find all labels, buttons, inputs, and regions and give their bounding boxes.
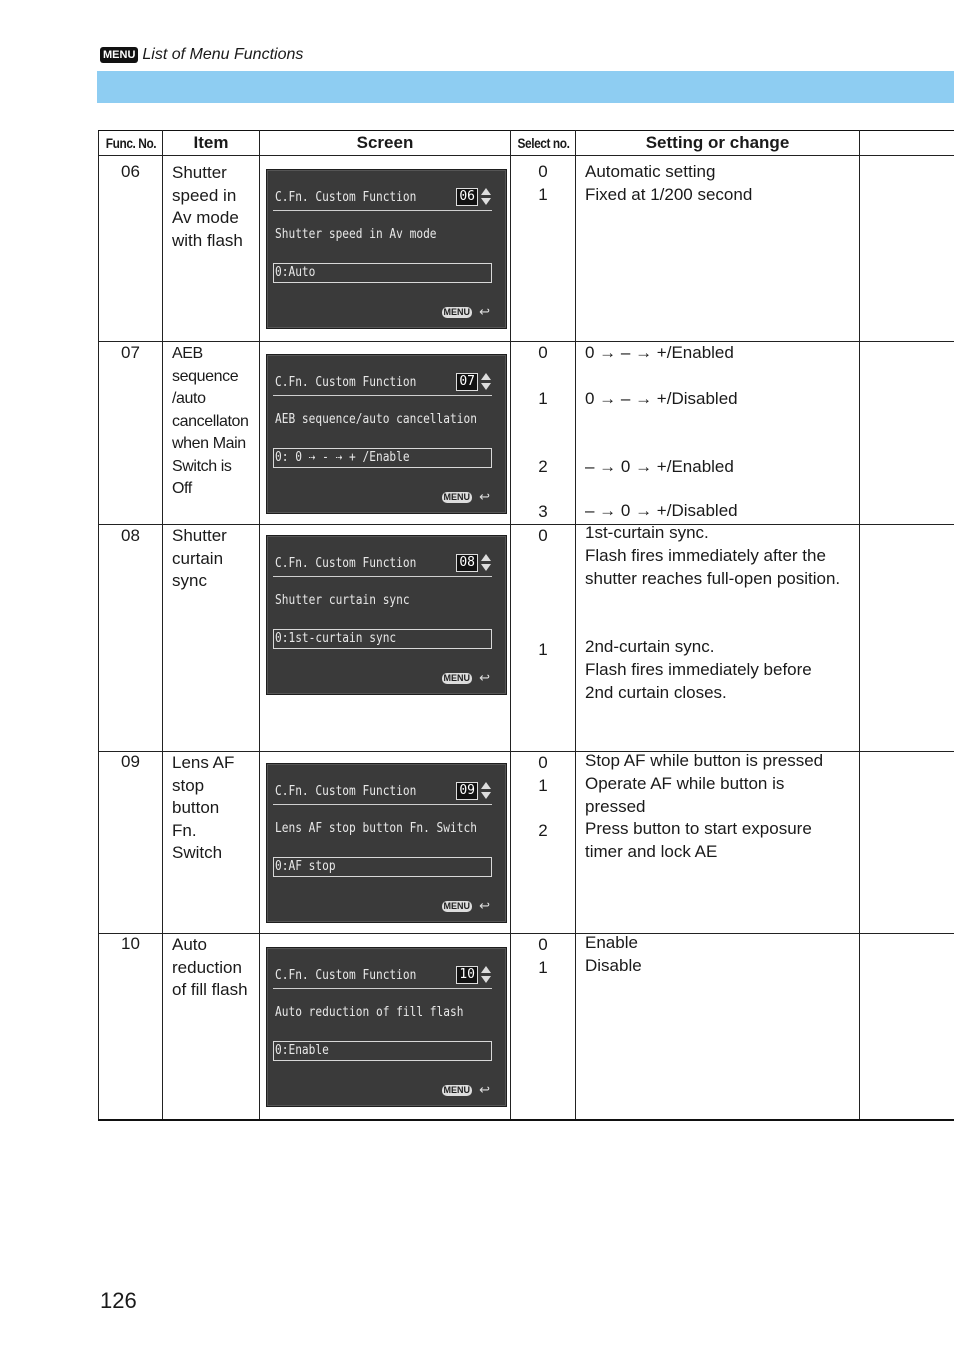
setting-text: 2nd curtain closes.: [585, 683, 727, 702]
lcd-divider: [273, 576, 492, 577]
screen-cell: [260, 752, 511, 934]
lcd-value-box: [273, 1041, 492, 1061]
lcd-divider: [273, 988, 492, 989]
select-cell: [511, 342, 576, 525]
lcd-screen: [266, 169, 507, 329]
setting-cell: [576, 342, 860, 525]
func-no: 06: [99, 156, 163, 342]
setting-text: Automatic setting: [585, 162, 716, 181]
setting-text: shutter reaches full-open position.: [585, 569, 841, 588]
return-icon: ↩: [479, 305, 490, 320]
lcd-description: AEB sequence/auto cancellation: [275, 412, 477, 427]
item-line: Fn.: [172, 820, 197, 840]
select-no: 3: [538, 502, 548, 521]
lcd-divider: [273, 804, 492, 805]
header-band: [97, 71, 954, 103]
select-no: 1: [538, 389, 548, 408]
lcd-title: C.Fn. Custom Function: [275, 190, 417, 205]
blank-cell: [860, 525, 954, 752]
select-cell: [511, 156, 576, 342]
item-name: [163, 934, 260, 1120]
item-name: [163, 342, 260, 525]
lcd-title: C.Fn. Custom Function: [275, 784, 417, 799]
lcd-description: Shutter speed in Av mode: [275, 227, 437, 242]
setting-text: Stop AF while button is pressed: [585, 751, 824, 770]
lcd-description: Shutter curtain sync: [275, 593, 410, 608]
lcd-function-number: 10: [456, 966, 478, 984]
item-line: Shutter: [172, 163, 227, 182]
lcd-divider: [273, 395, 492, 396]
select-no: 1: [538, 185, 548, 204]
item-line: button: [172, 798, 220, 817]
lcd-menu-icon: MENU: [443, 1085, 470, 1095]
select-no: 0: [538, 526, 548, 545]
lcd-menu-icon: MENU: [443, 492, 470, 502]
return-icon: ↩: [479, 899, 490, 914]
return-icon: ↩: [479, 671, 490, 686]
table-row: [99, 752, 954, 934]
select-no: 2: [538, 821, 548, 840]
lcd-function-number: 09: [456, 782, 478, 800]
lcd-divider: [273, 210, 492, 211]
item-line: Switch is: [172, 457, 232, 475]
return-icon: ↩: [479, 1083, 490, 1098]
lcd-description: Auto reduction of fill flash: [275, 1005, 464, 1020]
func-no: 10: [99, 934, 163, 1120]
col-select-no: Select no.: [515, 131, 570, 156]
setting-text: pressed: [585, 797, 646, 816]
setting-text: 2nd-curtain sync.: [585, 637, 715, 656]
select-cell: [511, 752, 576, 934]
table-row: [99, 156, 954, 342]
item-name: [163, 156, 260, 342]
lcd-value: 0:Enable: [275, 1043, 329, 1058]
item-line: cancellaton: [172, 412, 249, 430]
item-line: sequence: [172, 367, 239, 385]
return-icon: ↩: [479, 490, 490, 505]
lcd-title: C.Fn. Custom Function: [275, 968, 417, 983]
table-header-row: [99, 131, 954, 156]
up-down-arrows-icon: [480, 781, 492, 801]
lcd-title: C.Fn. Custom Function: [275, 375, 417, 390]
setting-text: Enable: [585, 933, 638, 952]
col-func-no: Func. No.: [103, 131, 157, 156]
select-no: 0: [538, 343, 548, 362]
setting-text: Fixed at 1/200 second: [585, 185, 753, 204]
lcd-value: 0:AF stop: [275, 859, 336, 874]
lcd-function-number: 08: [456, 554, 478, 572]
up-down-arrows-icon: [480, 553, 492, 573]
lcd-function-number: 07: [456, 373, 478, 391]
item-line: speed in: [172, 185, 237, 205]
page-number: 126: [100, 1288, 137, 1313]
setting-text: timer and lock AE: [585, 842, 718, 861]
item-line: when Main: [172, 435, 246, 452]
func-no: 07: [99, 342, 163, 525]
item-name: [163, 525, 260, 752]
up-down-arrows-icon: [480, 372, 492, 392]
select-no: 0: [538, 162, 548, 181]
page-header: [100, 45, 303, 65]
setting-text: Flash fires immediately before: [585, 660, 812, 679]
blank-cell: [860, 342, 954, 525]
lcd-screen: [266, 763, 507, 923]
col-screen: Screen: [260, 131, 511, 156]
setting-text: Disable: [585, 956, 642, 975]
item-line: curtain: [172, 548, 224, 568]
setting-text: Operate AF while button is: [585, 774, 785, 793]
screen-cell: [260, 156, 511, 342]
item-line: Lens AF: [172, 753, 235, 772]
item-line: /auto: [172, 390, 206, 407]
table-row: [99, 934, 954, 1120]
lcd-value-box: [273, 857, 492, 877]
setting-text: 0 → – → +/Enabled: [585, 343, 734, 362]
table-row: [99, 525, 954, 752]
select-no: 1: [538, 640, 548, 659]
lcd-menu-icon: MENU: [443, 673, 470, 683]
item-name: [163, 752, 260, 934]
lcd-menu-icon: MENU: [443, 307, 470, 317]
setting-text: Press button to start exposure: [585, 819, 812, 838]
func-no: 08: [99, 525, 163, 752]
lcd-value-box: [273, 448, 492, 468]
setting-text: – → 0 → +/Enabled: [585, 457, 734, 476]
select-no: 0: [538, 753, 548, 772]
item-line: of fill flash: [172, 980, 248, 999]
setting-text: 1st-curtain sync.: [585, 523, 709, 542]
lcd-screen: [266, 947, 507, 1107]
col-blank: [860, 131, 954, 156]
item-line: Av mode: [172, 208, 239, 227]
setting-cell: [576, 934, 860, 1120]
select-no: 0: [538, 935, 548, 954]
up-down-arrows-icon: [480, 187, 492, 207]
select-cell: [511, 934, 576, 1120]
setting-cell: [576, 156, 860, 342]
setting-cell: [576, 525, 860, 752]
item-line: Auto: [172, 935, 207, 954]
screen-cell: [260, 525, 511, 752]
screen-cell: [260, 342, 511, 525]
lcd-screen: [266, 535, 507, 695]
item-line: Off: [172, 480, 192, 497]
blank-cell: [860, 752, 954, 934]
lcd-menu-icon: MENU: [443, 901, 470, 911]
func-no: 09: [99, 752, 163, 934]
item-line: stop: [172, 775, 205, 795]
item-line: with flash: [172, 230, 243, 250]
item-line: sync: [172, 571, 207, 590]
select-no: 1: [538, 958, 548, 977]
menu-icon: MENU: [100, 47, 138, 63]
lcd-value-box: [273, 629, 492, 649]
lcd-value: 0: 0 ⇢ - ⇢ + /Enable: [275, 450, 410, 465]
up-down-arrows-icon: [480, 965, 492, 985]
lcd-description: Lens AF stop button Fn. Switch: [275, 821, 477, 836]
blank-cell: [860, 156, 954, 342]
select-no: 2: [538, 457, 548, 476]
lcd-value: 0:1st-curtain sync: [275, 631, 397, 646]
select-no: 1: [538, 776, 548, 795]
item-line: AEB: [172, 345, 203, 362]
item-line: Switch: [172, 843, 223, 862]
col-setting: Setting or change: [576, 131, 860, 156]
setting-text: Flash fires immediately after the: [585, 546, 826, 565]
blank-cell: [860, 934, 954, 1120]
select-cell: [511, 525, 576, 752]
screen-cell: [260, 934, 511, 1120]
lcd-title: C.Fn. Custom Function: [275, 556, 417, 571]
lcd-function-number: 06: [456, 188, 478, 206]
item-line: Shutter: [172, 526, 227, 545]
setting-text: 0 → – → +/Disabled: [585, 389, 738, 408]
setting-cell: [576, 752, 860, 934]
lcd-value: 0:Auto: [275, 265, 316, 280]
setting-text: – → 0 → +/Disabled: [585, 501, 738, 520]
lcd-screen: [266, 354, 507, 514]
custom-function-table: [98, 130, 954, 1121]
col-item: Item: [163, 131, 260, 156]
item-line: reduction: [172, 957, 242, 977]
lcd-value-box: [273, 263, 492, 283]
header-title: List of Menu Functions: [142, 46, 304, 63]
table-row: [99, 342, 954, 525]
